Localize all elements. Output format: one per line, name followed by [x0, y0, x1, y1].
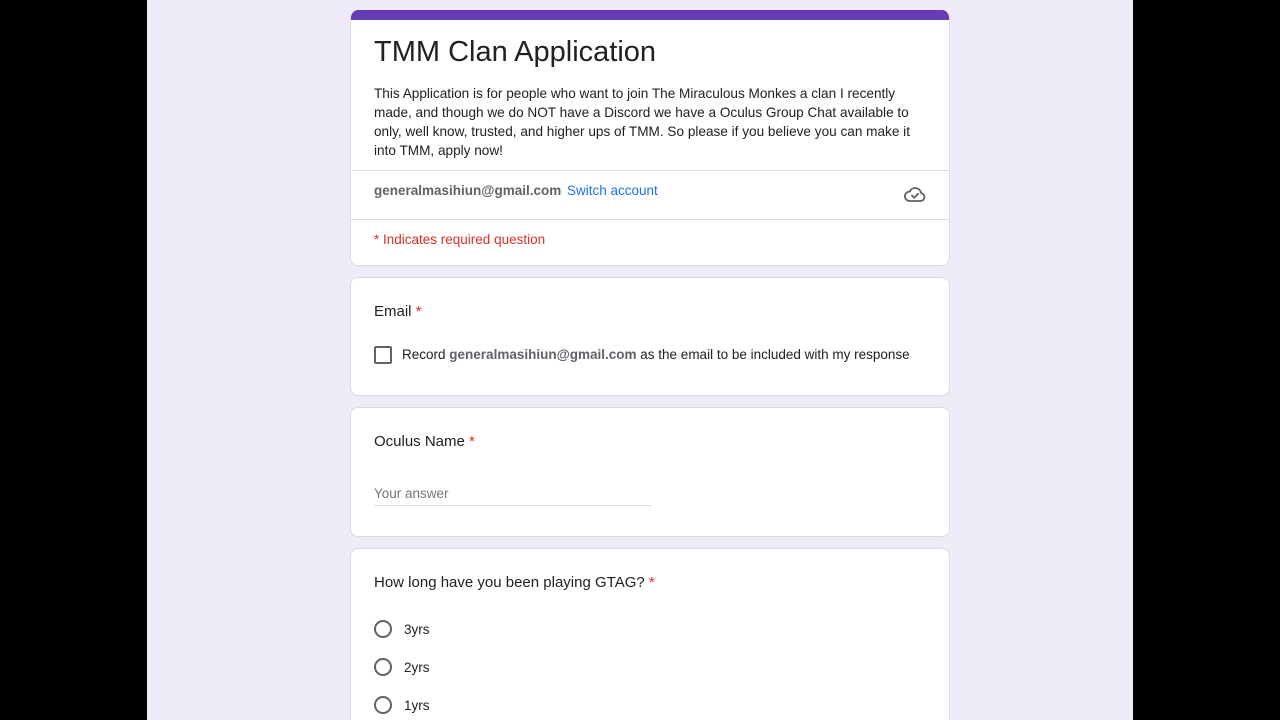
form-header-card — [350, 10, 950, 266]
record-suffix: as the email to be included with my response — [640, 347, 910, 362]
form-title: TMM Clan Application — [374, 36, 657, 68]
radio-button[interactable] — [374, 696, 392, 714]
account-row — [374, 183, 658, 198]
radio-button[interactable] — [374, 658, 392, 676]
oculus-name-input[interactable] — [374, 484, 652, 506]
radio-label: 3yrs — [404, 621, 430, 637]
question-card-gtag — [350, 548, 950, 720]
form-description: This Application is for people who want to join The Miraculous Monkes a clan I recently made, and though we do NOT have a Discord we have a Oculus Group Chat available to only, well know, trusted, and higher ups of TMM. So please if you believe you can make it into TMM, apply now! — [374, 86, 910, 158]
question-card-email — [350, 277, 950, 396]
record-email-label[interactable] — [402, 347, 910, 362]
header-accent-bar — [351, 10, 949, 20]
question-label: How long have you been playing GTAG? — [374, 574, 645, 591]
question-card-oculus-name — [350, 407, 950, 537]
form-page — [147, 0, 1133, 720]
header-divider — [351, 170, 949, 171]
account-divider — [351, 219, 949, 220]
radio-option-1yrs[interactable] — [374, 695, 430, 715]
question-title-oculus-name — [374, 433, 475, 450]
required-star: * — [648, 574, 655, 591]
radio-button[interactable] — [374, 620, 392, 638]
question-title-email — [374, 303, 422, 320]
cloud-saved-icon — [903, 182, 927, 206]
record-email-checkbox[interactable] — [374, 346, 392, 364]
radio-label: 1yrs — [404, 697, 430, 713]
record-email: generalmasihiun@gmail.com — [449, 347, 637, 362]
question-label: Oculus Name — [374, 433, 465, 450]
record-prefix: Record — [402, 347, 446, 362]
required-star: * — [415, 303, 422, 320]
switch-account-link[interactable]: Switch account — [566, 183, 658, 198]
required-star: * — [469, 433, 475, 450]
radio-option-3yrs[interactable] — [374, 619, 430, 639]
account-email: generalmasihiun@gmail.com — [374, 183, 562, 198]
radio-label: 2yrs — [404, 659, 430, 675]
question-label: Email — [374, 303, 412, 320]
question-title-gtag — [374, 574, 655, 591]
radio-option-2yrs[interactable] — [374, 657, 430, 677]
required-note: * Indicates required question — [374, 232, 546, 247]
